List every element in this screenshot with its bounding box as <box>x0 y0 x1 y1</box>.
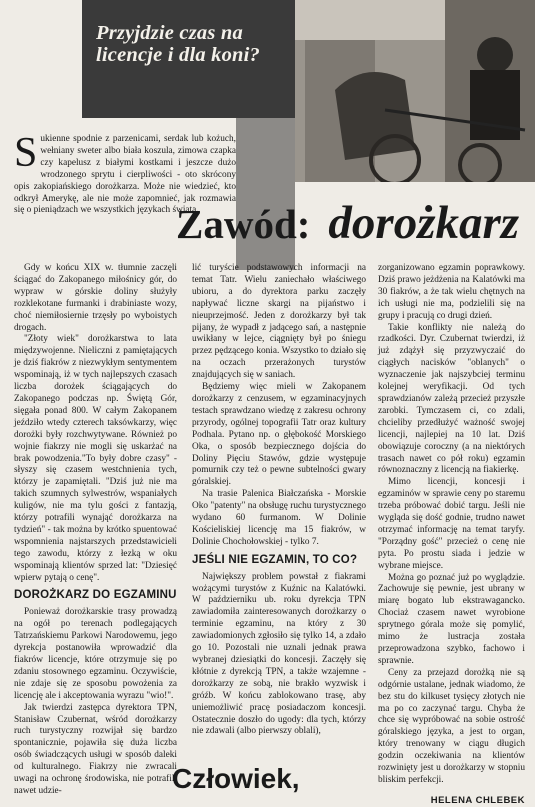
subhead-egzamin: DOROŻKARZ DO EGZAMINU <box>14 589 177 602</box>
column-2 <box>192 263 366 738</box>
title-word-2: dorożkarz <box>328 197 520 249</box>
column-3 <box>378 263 525 807</box>
lead-text: ukienne spodnie z parzenicami, serdak lub kożuch, wełniany sweter albo biała koszula, zimowa czapka czy kapelusz z białymi kostkami i jeszcze dużo wrodzonego sprytu i cierpliwości - oto skrócony opis zakopiańskiego dorożkarza. Może nie wiedzieć, kto odkrył Amerykę, ale nie może zapomnieć, jak rozmawia się o pieniądzach we wszystkich językach świata. <box>14 134 236 216</box>
photo-horse-carriage <box>295 0 535 182</box>
kicker-box <box>82 0 295 118</box>
col2-paragraph-2: Będziemy więc mieli w Zakopanem dorożkarzy z cenzusem, w egzaminacyjnych testach sprawdzano wiedzę z zakresu ochrony przyrody, ogólnej topografii Tatr oraz kultury Podhala. Pytano np. o głębokość Morskiego Oka, o sposób bezpiecznego dojścia do Doliny Pięciu Stawów, gdzie występuje pomurnik czy też o pewne subtelności gwary góralskiej. <box>192 382 366 488</box>
title-word-1: Zawód: <box>176 201 311 247</box>
col1-paragraph-2: "Złoty wiek" dorożkarstwa to lata międzywojenne. Nieliczni z pamiętających je dziś fiakrów z niezwykłym sentymentem wspominają, iż w tych najlepszych czasach liczba dorożek ściągających do Zakopanego podczas np. Świętą Gór, sięgała ponad 800. W całym Zakopanem jeździło wtedy czterech taksówkarzy, więc dorożki były rozchwytywane. Również po wojnie fiakrzy nie mogli się uskarżać na brak powodzenia."To były dobre czasy" - słyszy się czasem westchnienia tych, którzy je zapamiętali. "Dziś już nie ma takich szumnych sylwestrów, wspaniałych kuligów, nie ma tylu gości z fantazją, którzy potrafili wynająć dorożkarza na tydzień" - tak można by krótko spuentować wspomnienia najstarszych przedstawicieli tego zawodu, którzy z łezką w oku wspominają klientów sprzed lat: "Dziesięć wpierw pytają o cenę". <box>14 334 177 583</box>
column-1 <box>14 263 177 798</box>
col3-paragraph-4: Można go poznać już po wyglądzie. Zachowuje się pewnie, jest ubrany w miarę bogato lub ekstrawagancko. Chociaż czasem nawet wyrobione sprytnego górala może się pomylić, mimo że lustracja została przeprowadzona szybko, fachowo i sprawnie. <box>378 572 525 666</box>
subhead-jesli-nie-egzamin: JEŚLI NIE EGZAMIN, TO CO? <box>192 553 358 566</box>
col3-paragraph-1: zorganizowano egzamin poprawkowy. Dziś prawo jeżdżenia na Kalatówki ma 30 fiakrów, a że tak wielu chętnych na ich usługi nie ma, podzielili się na grupy i pracują co drugi dzień. <box>378 263 525 321</box>
col2-paragraph-3: Na trasie Palenica Białczańska - Morskie Oko "patenty" na obsługę ruchu turystycznego wydano 60 furmanom. W Dolinie Kościeliskiej licencję ma 15 fiakrów, w Dolinie Chochołowskiej - tylko 7. <box>192 489 366 547</box>
col3-paragraph-5: Ceny za przejazd dorożką nie są odgórnie ustalane, jednak wiadomo, że bez stu do kilkuset tysięcy złotych nie ma po co zaczynać targu. Chyba że chce się wypróbować na sobie ostrość góralskiego języka, a jest to organ, który trenowany w ciągu długich godzin oczekiwania na klientów rozwinięty jest u dorożkarzy w stopniu bliskim perfekcji. <box>378 667 525 785</box>
col3-paragraph-3: Mimo licencji, koncesji i egzaminów w sprawie ceny po staremu trzeba próbować dobić targu. Jeśli nie wygląda się dość godnie, trudno nawet otrzymać informację na temat taryfy. "Porządny gość" przecież o cenę nie pyta. Po prostu siada i jedzie w wybrane miejsce. <box>378 477 525 571</box>
col1-paragraph-4: Jak twierdzi zastępca dyrektora TPN, Stanisław Czubernat, wśród dorożkarzy ruch turystyczny rozwijał się bardzo spontanicznie, pojawiła się duża liczba osób świadczących usługi w sposób daleki od kulturalnego. Fiakrzy nie zwracali uwagi na ochronę środowiska, nie potrafili nawet udzie- <box>14 702 177 796</box>
next-article-title: Człowiek, <box>172 763 300 794</box>
author-byline: HELENA CHLEBEK <box>430 794 525 806</box>
photo-illustration <box>295 0 535 182</box>
drop-cap: S <box>14 130 38 176</box>
col3-paragraph-2: Takie konflikty nie należą do rzadkości. Dyr. Czubernat twierdzi, iż już zdążył się przyzwyczaić do ciągłych nacisków "oblanych" o wyznaczenie jak najszybciej terminu kolejnej weryfikacji. Od tych sprawdzianów zależą przecież przyszłe zarobki. Tymczasem ci, co zdali, chcieliby przedłużyć ważność swojej licencji, najlepiej na 10 lat. Dziś obowiązuje coroczny (a na niektórych trasach nawet co pół roku) egzamin równoznaczny z licencją na fiakierkę. <box>378 322 525 476</box>
lead-paragraph <box>14 130 236 217</box>
col2-paragraph-1: lić turyście podstawowych informacji na temat Tatr. Wielu zaniechało właściwego ubioru, a do dyrektora parku zaczęły napływać liczne skargi na pijaństwo i nieuprzejmość. Jeden z dorożkarzy był tak pijany, że wypadł z jadącego sań, a następnie uwikłany w lejce, ciągnięty był po śniegu przez pędzącego konia. Wszystko to działo się na oczach przerażonych turystów znajdujących się w saniach. <box>192 263 366 381</box>
col2-paragraph-4: Największy problem powstał z fiakrami wożącymi turystów z Kuźnic na Kalatówki. W październiku ub. roku dyrekcja TPN zawiadomiła zainteresowanych dorożkarzy o terminie egzaminu, na który z 30 zawiadomionych zgłosiło się tylko 14, a zdało go 10. Pozostali nie uznali jednak prawa wybranej dziesiątki do koncesji. Zaczęły się kłótnie z dyrekcją TPN, a także wzajemne - dorożkarzy ze sobą, nie brakło wyzwisk i gróźb. W końcu zablokowano trasę, aby uniemożliwić pracę posiadaczom koncesji. Ostatecznie doszło do ugody: dla tych, którzy nie zdawali (albo pierwszy oblali), <box>192 571 366 737</box>
kicker-headline: Przyjdzie czas na licencje i dla koni? <box>96 22 260 66</box>
col1-paragraph-3: Ponieważ dorożkarskie trasy prowadzą na ogół po terenach podlegających Tatrzańskiemu Parkowi Narodowemu, jego dyrekcja postanowiła wprowadzić dla fiakrów licencje, które otrzymuje się po zdaniu stosownego egzaminu. Oczywiście, nie zdaje się ze sposobu powożenia za licencję ale i akceptowania wyrazu "wio!". <box>14 607 177 701</box>
col1-paragraph-1: Gdy w końcu XIX w. tłumnie zaczęli ściągać do Zakopanego miłośnicy gór, do wypraw w górskie doliny służyły rozklekotane furmanki i drabiniaste wozy, choć niemiłosiernie trzęsły po wyboistych drogach. <box>14 263 177 333</box>
